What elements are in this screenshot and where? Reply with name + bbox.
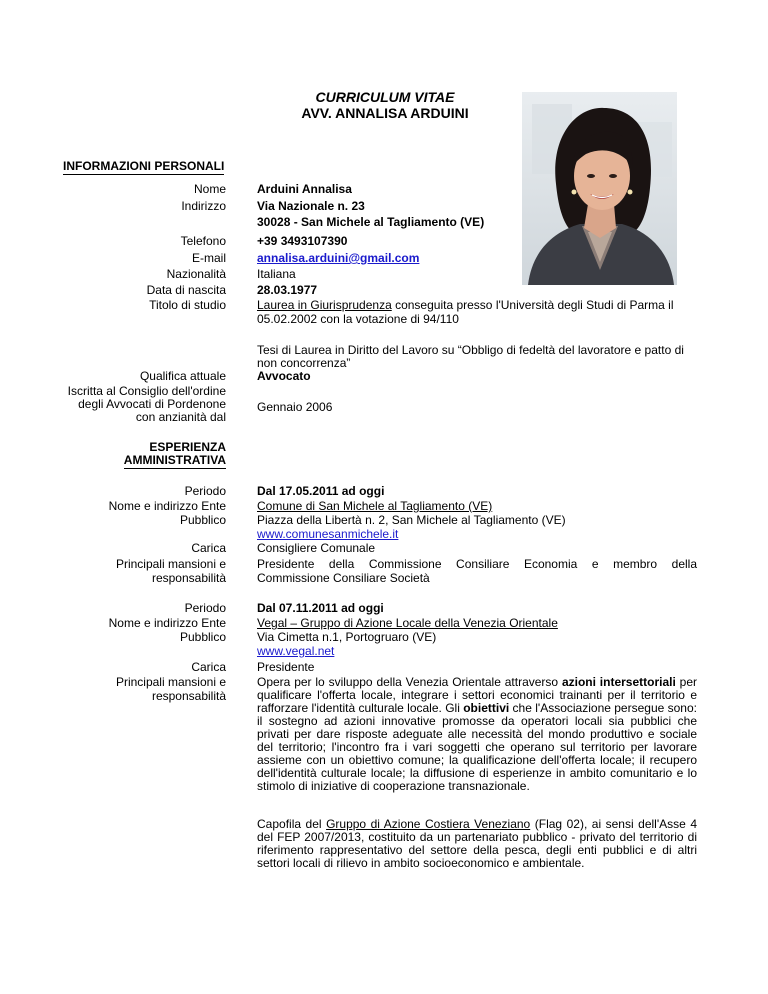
website-link-1[interactable]: www.comunesanmichele.it bbox=[257, 527, 399, 541]
value-qualifica: Avvocato bbox=[257, 369, 311, 383]
desc-part-c: per qualificare l'offerta locale, integrare i settori economici trainanti per il territorio e rafforzare l'identità culturale locale. Gli bbox=[257, 675, 698, 715]
value-titolo-line2: 05.02.2002 con la votazione di 94/110 bbox=[257, 312, 459, 326]
value-tesi-line1: Tesi di Laurea in Diritto del Lavoro su “Obbligo di fedeltà del lavoratore e patto di bbox=[257, 343, 684, 357]
desc-part-a: Opera per lo sviluppo della Venezia Orientale attraverso bbox=[257, 675, 562, 689]
value-periodo-1: Dal 17.05.2011 ad oggi bbox=[257, 484, 385, 498]
email-link[interactable]: annalisa.arduini@gmail.com bbox=[257, 251, 420, 265]
label-periodo-1: Periodo bbox=[184, 484, 226, 498]
value-ente-2-indirizzo: Via Cimetta n.1, Portogruaro (VE) bbox=[257, 630, 437, 644]
desc-part-e: che l'Associazione persegue sono: il sostegno ad azioni innovative promosse da operatori locali sia pubblici che privati per dare risposte adeguate alle necessità del mondo produttivo e sociale del territorio; l'incontro fra i vari soggetti che operano sul territorio per lavorare assieme con un obiettivo comune; la qualificazione dell'offerta locale; il recupero dell'identità culturale locale; la diffusione di esperienze in ambito comunitario e lo stimolo di iniziative di cooperazione transnazionale. bbox=[257, 701, 697, 793]
value-nome: Arduini Annalisa bbox=[257, 182, 352, 196]
label-indirizzo: Indirizzo bbox=[181, 199, 226, 213]
desc-bold-obiettivi: obiettivi bbox=[463, 701, 510, 715]
value-mansioni-2-description bbox=[257, 676, 697, 793]
label-qualifica: Qualifica attuale bbox=[139, 369, 226, 383]
value-carica-2: Presidente bbox=[257, 660, 315, 674]
label-mansioni-2-line1: Principali mansioni e bbox=[115, 675, 226, 689]
label-nazionalita: Nazionalità bbox=[166, 267, 226, 281]
value-ente-1: Comune di San Michele al Tagliamento (VE) bbox=[257, 499, 493, 513]
titolo-rest: conseguita presso l'Università degli Studi di Parma il bbox=[391, 298, 674, 312]
value-indirizzo-line2: 30028 - San Michele al Tagliamento (VE) bbox=[257, 215, 485, 229]
experience-heading-line2: AMMINISTRATIVA bbox=[123, 453, 226, 467]
label-iscritta-line3: con anzianità dal bbox=[135, 410, 226, 424]
value-mansioni-2-flag bbox=[257, 818, 697, 870]
label-ente-1-line2: Pubblico bbox=[179, 513, 226, 527]
cv-title: CURRICULUM VITAE bbox=[315, 89, 455, 105]
desc-bold-azioni: azioni intersettoriali bbox=[561, 675, 676, 689]
value-data-nascita: 28.03.1977 bbox=[257, 283, 318, 297]
value-ente-2: Vegal – Gruppo di Azione Locale della Venezia Orientale bbox=[257, 616, 558, 630]
value-tesi-line2: non concorrenza” bbox=[257, 356, 351, 370]
website-link-2[interactable]: www.vegal.net bbox=[257, 644, 335, 658]
section-heading-personal: INFORMAZIONI PERSONALI bbox=[63, 159, 225, 173]
value-indirizzo-line1: Via Nazionale n. 23 bbox=[257, 199, 365, 213]
label-mansioni-2-line2: responsabilità bbox=[151, 689, 226, 703]
value-iscritta: Gennaio 2006 bbox=[257, 400, 333, 414]
label-ente-2-line1: Nome e indirizzo Ente bbox=[108, 616, 226, 630]
label-nome: Nome bbox=[193, 182, 226, 196]
label-email: E-mail bbox=[191, 251, 226, 265]
label-titolo-studio: Titolo di studio bbox=[149, 298, 226, 312]
experience-heading-line1: ESPERIENZA bbox=[149, 440, 226, 454]
label-iscritta-line1: Iscritta al Consiglio dell'ordine bbox=[67, 384, 226, 398]
value-telefono: +39 3493107390 bbox=[257, 234, 348, 248]
label-telefono: Telefono bbox=[180, 234, 226, 248]
value-titolo-studio bbox=[257, 299, 697, 312]
label-carica-2: Carica bbox=[191, 660, 226, 674]
titolo-link: Laurea in Giurisprudenza bbox=[257, 298, 392, 312]
cv-name: AVV. ANNALISA ARDUINI bbox=[301, 105, 469, 121]
section-heading-experience bbox=[124, 441, 226, 469]
flag-part-c: (Flag 02), ai sensi dell'Asse 4 del FEP 2007/2013, costituito da un partenariato pubblico - privato del territorio di riferimento rappresentativo del settore della pesca, degli enti pubblici e di altri settori locali di rilievo in ambito socioeconomico e ambientale. bbox=[257, 817, 697, 870]
value-periodo-2: Dal 07.11.2011 ad oggi bbox=[257, 601, 384, 615]
label-periodo-2: Periodo bbox=[184, 601, 226, 615]
value-mansioni-1-line1: Presidente della Commissione Consiliare Economia e membro della bbox=[257, 557, 697, 571]
label-iscritta-line2: degli Avvocati di Pordenone bbox=[78, 397, 226, 411]
flag-part-a: Capofila del bbox=[257, 817, 327, 831]
value-mansioni-1-line2: Commissione Consiliare Società bbox=[257, 571, 430, 585]
value-nazionalita: Italiana bbox=[257, 267, 296, 281]
label-mansioni-1-line1: Principali mansioni e bbox=[115, 557, 226, 571]
cv-header bbox=[240, 89, 530, 122]
label-ente-1-line1: Nome e indirizzo Ente bbox=[108, 499, 226, 513]
label-ente-2-line2: Pubblico bbox=[179, 630, 226, 644]
value-ente-1-indirizzo: Piazza della Libertà n. 2, San Michele al Tagliamento (VE) bbox=[257, 513, 566, 527]
label-carica-1: Carica bbox=[191, 541, 226, 555]
label-data-nascita: Data di nascita bbox=[146, 283, 226, 297]
label-mansioni-1-line2: responsabilità bbox=[151, 571, 226, 585]
flag-gac-link: Gruppo di Azione Costiera Veneziano bbox=[326, 817, 531, 831]
value-carica-1: Consigliere Comunale bbox=[257, 541, 376, 555]
